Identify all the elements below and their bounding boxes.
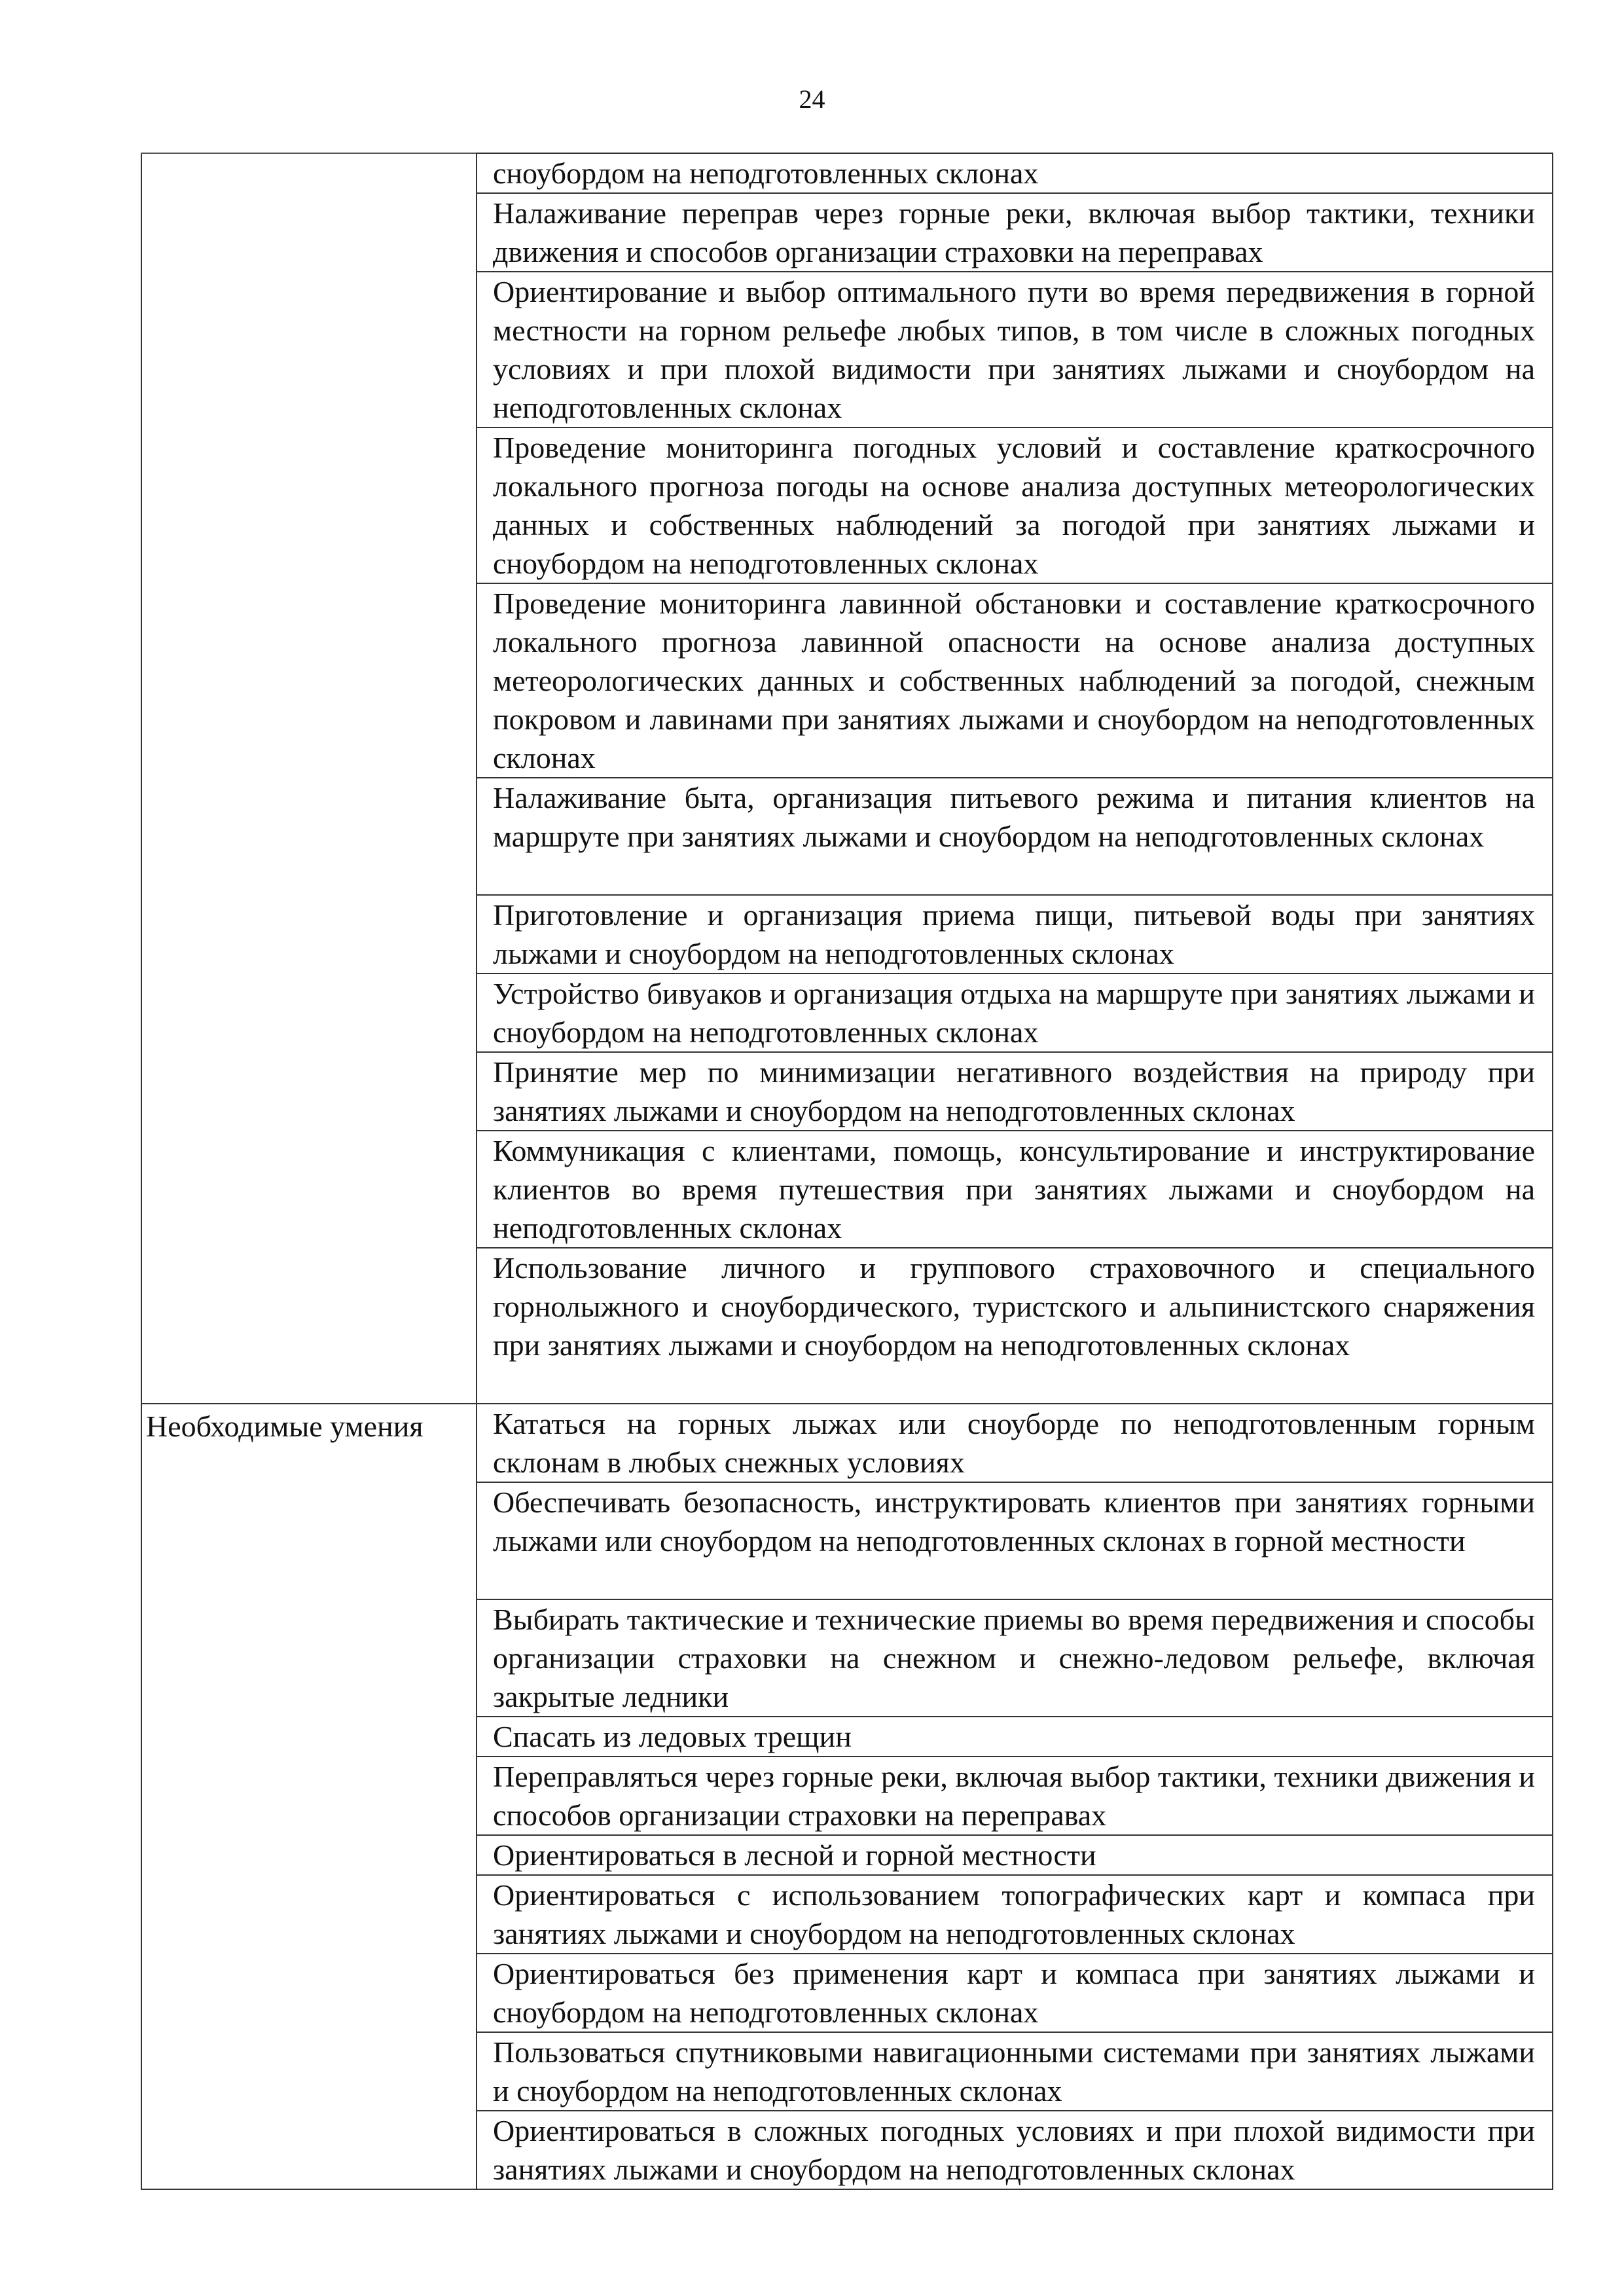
table-cell: Налаживание переправ через горные реки, включая выбор тактики, техники движения и способов организации страховки на переправах — [477, 193, 1553, 272]
table-cell: Проведение мониторинга лавинной обстановки и составление краткосрочного локального прогноза лавинной опасности на основе анализа доступных метеорологических данных и собственных наблюдений за погодой, снежным покровом и лавинами при занятиях лыжами и сноубордом на неподготовленных склонах — [477, 583, 1553, 778]
table-cell: Приготовление и организация приема пищи, питьевой воды при занятиях лыжами и сноубордом на неподготовленных склонах — [477, 895, 1553, 974]
table-cell: Ориентироваться в сложных погодных условиях и при плохой видимости при занятиях лыжами и сноубордом на неподготовленных склонах — [477, 2111, 1553, 2189]
table-cell: Кататься на горных лыжах или сноуборде по неподготовленным горным склонам в любых снежных условиях — [477, 1404, 1553, 1482]
table-cell: Принятие мер по минимизации негативного воздействия на природу при занятиях лыжами и сноубордом на неподготовленных склонах — [477, 1052, 1553, 1131]
table-cell: Проведение мониторинга погодных условий и составление краткосрочного локального прогноза погоды на основе анализа доступных метеорологических данных и собственных наблюдений за погодой при занятиях лыжами и сноубордом на неподготовленных склонах — [477, 428, 1553, 583]
section-label-cell — [141, 1404, 477, 2189]
table-cell: Выбирать тактические и технические приемы во время передвижения и способы организации страховки на снежном и снежно-ледовом рельефе, включая закрытые ледники — [477, 1599, 1553, 1717]
table-cell: Переправляться через горные реки, включая выбор тактики, техники движения и способов организации страховки на переправах — [477, 1757, 1553, 1835]
table-cell: Спасать из ледовых трещин — [477, 1717, 1553, 1757]
table-cell: Пользоваться спутниковыми навигационными системами при занятиях лыжами и сноубордом на неподготовленных склонах — [477, 2032, 1553, 2111]
requirements-table — [141, 153, 1553, 2190]
page-number: 24 — [799, 84, 825, 114]
table-cell: Налаживание быта, организация питьевого режима и питания клиентов на маршруте при занятиях лыжами и сноубордом на неподготовленных склонах — [477, 778, 1553, 895]
table-cell: Коммуникация с клиентами, помощь, консультирование и инструктирование клиентов во время путешествия при занятиях лыжами и сноубордом на неподготовленных склонах — [477, 1131, 1553, 1248]
section-label: Необходимые умения — [146, 1410, 424, 1443]
table-cell: Ориентироваться с использованием топографических карт и компаса при занятиях лыжами и сноубордом на неподготовленных склонах — [477, 1875, 1553, 1954]
table-row — [141, 153, 1553, 193]
table-row — [141, 1404, 1553, 1482]
table-cell: Обеспечивать безопасность, инструктировать клиентов при занятиях горными лыжами или сноубордом на неподготовленных склонах в горной местности — [477, 1482, 1553, 1599]
table-cell: Ориентироваться в лесной и горной местности — [477, 1835, 1553, 1875]
table-cell: Ориентирование и выбор оптимального пути во время передвижения в горной местности на горном рельефе любых типов, в том числе в сложных погодных условиях и при плохой видимости при занятиях лыжами и сноубордом на неподготовленных склонах — [477, 272, 1553, 428]
table-cell: Устройство бивуаков и организация отдыха на маршруте при занятиях лыжами и сноубордом на неподготовленных склонах — [477, 974, 1553, 1052]
section-label-cell-empty — [141, 153, 477, 1404]
table-cell: сноубордом на неподготовленных склонах — [477, 153, 1553, 193]
table-cell: Ориентироваться без применения карт и компаса при занятиях лыжами и сноубордом на неподготовленных склонах — [477, 1954, 1553, 2032]
table-cell: Использование личного и группового страховочного и специального горнолыжного и сноубордического, туристского и альпинистского снаряжения при занятиях лыжами и сноубордом на неподготовленных склонах — [477, 1248, 1553, 1404]
